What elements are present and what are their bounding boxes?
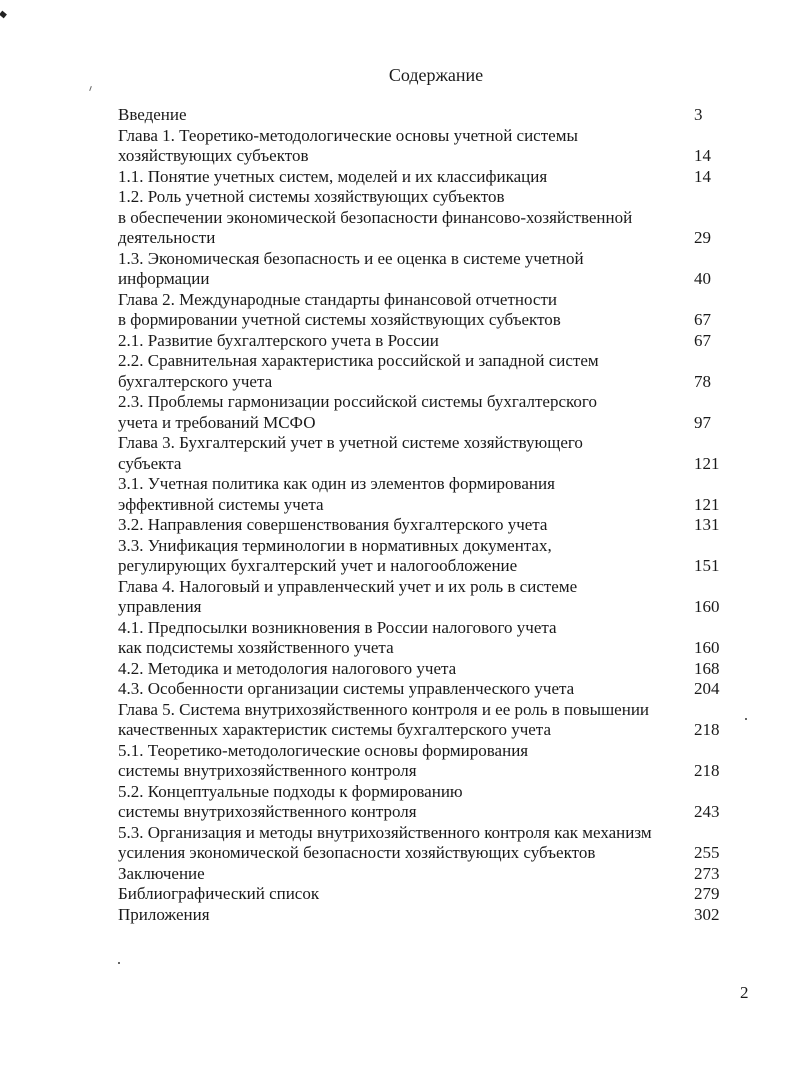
page-number: 2 <box>740 983 749 1002</box>
toc-entry <box>118 741 728 762</box>
toc-entry <box>118 290 728 311</box>
toc-entry-page: 14 <box>694 146 711 165</box>
toc-entry-text: 1.3. Экономическая безопасность и ее оценка в системе учетной <box>118 248 584 268</box>
toc-entry <box>118 454 728 475</box>
toc-entry-text: Глава 4. Налоговый и управленческий учет и их роль в системе <box>118 576 578 596</box>
toc-entry-text: 3.1. Учетная политика как один из элементов формирования <box>118 474 555 493</box>
toc-entry-text: 2.3. Проблемы гармонизации российской системы бухгалтерского <box>118 392 597 411</box>
scan-artifact <box>745 718 747 720</box>
toc-entry-text: усиления экономической безопасности хозяйствующих субъектов <box>118 843 596 862</box>
toc-entry-text: 3.2. Направления совершенствования бухгалтерского учета <box>118 515 548 534</box>
toc-entry-text: Глава 5. Система внутрихозяйственного контроля и ее роль в повышении <box>118 699 650 719</box>
toc-entry-page: 121 <box>694 494 720 514</box>
toc-entry <box>118 310 728 331</box>
toc-entry <box>118 331 728 352</box>
toc-entry-text: 3.3. Унификация терминологии в нормативных документах, <box>118 535 552 555</box>
toc-entry-text: бухгалтерского учета <box>118 371 273 391</box>
toc-entry-page: 151 <box>694 556 720 575</box>
page-title: Содержание <box>388 65 484 85</box>
toc-entry-text: регулирующих бухгалтерский учет и налогообложение <box>118 556 518 575</box>
toc-entry <box>118 536 728 557</box>
toc-entry <box>118 413 728 434</box>
toc-entry-text: деятельности <box>118 228 216 247</box>
toc-entry-text: эффективной системы учета <box>118 494 324 514</box>
toc-entry <box>118 577 728 598</box>
toc-entry-text: информации <box>118 269 210 288</box>
toc-entry <box>118 105 728 126</box>
toc-entry-page: 160 <box>694 597 720 616</box>
toc-entry <box>118 700 728 721</box>
toc-entry <box>118 843 728 864</box>
toc-entry-page: 40 <box>694 269 711 288</box>
toc-entry <box>118 495 728 516</box>
toc-entry-text: 1.2. Роль учетной системы хозяйствующих субъектов <box>118 187 505 206</box>
toc-entry <box>118 618 728 639</box>
toc-entry <box>118 556 728 577</box>
toc-entry-page: 97 <box>694 412 711 432</box>
toc-entry-text: 1.1. Понятие учетных систем, моделей и их классификация <box>118 166 548 186</box>
toc-entry <box>118 126 728 147</box>
toc-entry <box>118 269 728 290</box>
toc-entry <box>118 638 728 659</box>
toc-entry-text: 2.1. Развитие бухгалтерского учета в России <box>118 330 439 350</box>
toc-entry-text: в формировании учетной системы хозяйствующих субъектов <box>118 310 561 329</box>
toc-entry-page: 29 <box>694 228 711 247</box>
toc-entry-page: 302 <box>694 904 720 924</box>
toc-entry <box>118 351 728 372</box>
toc-entry <box>118 720 728 741</box>
toc-entry-page: 218 <box>694 761 720 780</box>
toc-entry-text: 4.1. Предпосылки возникновения в России налогового учета <box>118 617 557 637</box>
toc-entry <box>118 864 728 885</box>
toc-entry-text: Глава 1. Теоретико-методологические основы учетной системы <box>118 125 578 145</box>
toc-entry <box>118 905 728 926</box>
toc-entry-page: 121 <box>694 453 720 473</box>
toc-entry-text: в обеспечении экономической безопасности финансово-хозяйственной <box>118 207 633 227</box>
toc-entry-text: системы внутрихозяйственного контроля <box>118 761 417 780</box>
toc-entry-page: 160 <box>694 638 720 657</box>
toc-entry-page: 14 <box>694 166 711 186</box>
toc-entry <box>118 802 728 823</box>
scan-artifact <box>0 11 7 19</box>
toc-entry-page: 204 <box>694 679 720 698</box>
toc-entry <box>118 597 728 618</box>
toc-entry <box>118 208 728 229</box>
toc-entry <box>118 249 728 270</box>
toc-entry-page: 131 <box>694 515 720 534</box>
toc-entry-page: 78 <box>694 371 711 391</box>
toc-entry <box>118 167 728 188</box>
toc-entry <box>118 372 728 393</box>
toc-entry-text: Глава 3. Бухгалтерский учет в учетной системе хозяйствующего <box>118 433 583 452</box>
toc-entry-page: 168 <box>694 658 720 678</box>
toc-entry <box>118 474 728 495</box>
toc-entry-text: Введение <box>118 105 187 124</box>
toc-entry-text: хозяйствующих субъектов <box>118 146 309 165</box>
toc-entry-page: 255 <box>694 843 720 862</box>
toc-entry-page: 67 <box>694 310 711 329</box>
toc-entry-text: 5.3. Организация и методы внутрихозяйственного контроля как механизм <box>118 822 652 842</box>
toc-entry <box>118 392 728 413</box>
toc-entry-text: 5.1. Теоретико-методологические основы формирования <box>118 740 529 760</box>
scan-artifact <box>89 86 92 91</box>
toc-entry-text: системы внутрихозяйственного контроля <box>118 802 417 821</box>
scan-artifact <box>118 962 120 964</box>
toc-entry-text: учета и требований МСФО <box>118 412 316 432</box>
toc-entry-page: 67 <box>694 330 711 350</box>
toc-entry <box>118 884 728 905</box>
toc-entry <box>118 761 728 782</box>
toc-entry-text: 5.2. Концептуальные подходы к формированию <box>118 781 463 801</box>
toc-entry-text: качественных характеристик системы бухгалтерского учета <box>118 720 551 739</box>
toc-entry-page: 279 <box>694 884 720 903</box>
toc-entry-page: 273 <box>694 863 720 883</box>
toc-entry <box>118 823 728 844</box>
table-of-contents <box>118 105 728 925</box>
toc-entry <box>118 515 728 536</box>
toc-entry-page: 243 <box>694 802 720 821</box>
toc-entry-text: 4.3. Особенности организации системы управленческого учета <box>118 679 575 698</box>
toc-entry-text: Приложения <box>118 904 210 924</box>
toc-entry <box>118 659 728 680</box>
toc-entry <box>118 146 728 167</box>
toc-entry-text: Заключение <box>118 863 205 883</box>
toc-entry-text: субъекта <box>118 453 182 473</box>
toc-entry-text: 4.2. Методика и методология налогового учета <box>118 658 457 678</box>
toc-entry-text: 2.2. Сравнительная характеристика российской и западной систем <box>118 351 599 370</box>
toc-entry-text: управления <box>118 597 202 616</box>
toc-entry <box>118 228 728 249</box>
toc-entry-page: 218 <box>694 720 720 739</box>
toc-entry-text: Глава 2. Международные стандарты финансовой отчетности <box>118 289 558 309</box>
toc-entry-text: Библиографический список <box>118 884 320 903</box>
toc-entry-text: как подсистемы хозяйственного учета <box>118 638 394 657</box>
toc-entry-page: 3 <box>694 105 703 124</box>
toc-entry <box>118 433 728 454</box>
toc-entry <box>118 679 728 700</box>
toc-entry <box>118 187 728 208</box>
toc-entry <box>118 782 728 803</box>
